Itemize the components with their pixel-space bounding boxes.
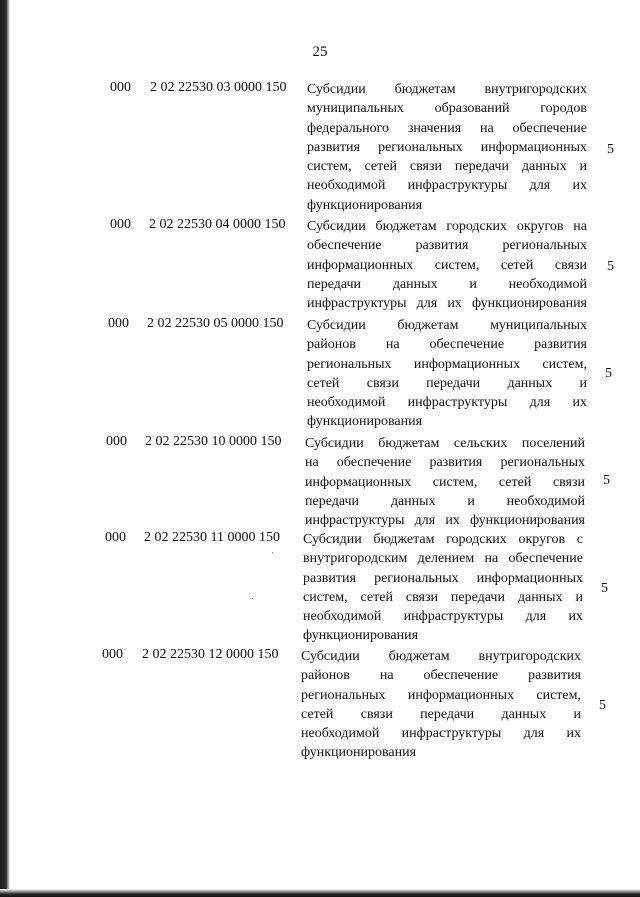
admin-code: 000 [110, 80, 131, 95]
description-line: Субсидии бюджетам городских округов с [303, 532, 583, 547]
description-line: региональных информационных систем, [307, 356, 587, 372]
description-line: развития региональных информационных [303, 570, 583, 586]
description-line: информационных систем, сетей связи [307, 257, 587, 273]
page-number: 25 [312, 44, 328, 60]
description-line: муниципальных образований городов [307, 101, 587, 117]
income-description [307, 80, 587, 215]
amount-value: 5 [607, 142, 614, 157]
description-line: передачи данных и необходимой [307, 276, 587, 292]
description-line: функционирования [307, 414, 423, 430]
income-description [307, 316, 587, 432]
description-line: Субсидии бюджетам сельских поселений [305, 436, 585, 451]
description-line: сетей связи передачи данных и [307, 375, 587, 391]
description-line: Субсидии бюджетам городских округов на [307, 219, 587, 234]
description-line: районов на обеспечение развития [301, 668, 581, 684]
scan-speck [272, 552, 273, 553]
description-line: развития региональных информационных [307, 139, 587, 155]
description-line: Субсидии бюджетам муниципальных [307, 318, 587, 333]
description-line: внутригородским делением на обеспечение [303, 551, 583, 567]
description-line: сетей связи передачи данных и [301, 706, 581, 722]
description-line: Субсидии бюджетам внутригородских [301, 649, 581, 664]
income-description [303, 530, 583, 646]
description-line: необходимой инфраструктуры для их [307, 395, 587, 411]
amount-value: 5 [601, 581, 608, 596]
description-line: функционирования [301, 745, 417, 761]
description-line: обеспечение развития региональных [307, 238, 587, 254]
description-line: необходимой инфраструктуры для их [301, 726, 581, 742]
budget-classification-code: 2 02 22530 10 0000 150 [145, 434, 282, 449]
description-line: федерального значения на обеспечение [307, 120, 587, 136]
admin-code: 000 [105, 530, 126, 545]
description-line: систем, сетей связи передачи данных и [303, 589, 583, 605]
description-line: необходимой инфраструктуры для их [307, 178, 587, 194]
scan-shadow-left [0, 0, 10, 897]
description-line: инфраструктуры для их функционирования [305, 513, 585, 529]
description-line: информационных систем, сетей связи [305, 474, 585, 490]
scan-shadow-bottom [0, 889, 640, 897]
income-description [307, 217, 587, 313]
description-line: региональных информационных систем, [301, 687, 581, 703]
admin-code: 000 [106, 434, 127, 449]
budget-classification-code: 2 02 22530 03 0000 150 [150, 80, 287, 95]
description-line: передачи данных и необходимой [305, 493, 585, 509]
amount-value: 5 [605, 366, 612, 381]
admin-code: 000 [108, 316, 129, 331]
description-line: на обеспечение развития региональных [305, 455, 585, 471]
amount-value: 5 [607, 259, 614, 274]
budget-classification-code: 2 02 22530 05 0000 150 [147, 316, 284, 331]
description-line: Субсидии бюджетам внутригородских [307, 82, 587, 97]
admin-code: 000 [110, 217, 131, 232]
budget-classification-code: 2 02 22530 04 0000 150 [149, 217, 286, 232]
description-line: функционирования [303, 628, 419, 644]
income-description [305, 434, 585, 530]
scan-speck [252, 598, 253, 599]
description-line: необходимой инфраструктуры для их [303, 609, 583, 625]
amount-value: 5 [599, 698, 606, 713]
description-line: районов на обеспечение развития [307, 337, 587, 353]
description-line: инфраструктуры для их функционирования [307, 296, 587, 312]
budget-classification-code: 2 02 22530 11 0000 150 [144, 530, 280, 545]
budget-classification-code: 2 02 22530 12 0000 150 [142, 647, 279, 662]
income-description [301, 647, 581, 763]
admin-code: 000 [102, 647, 123, 662]
amount-value: 5 [603, 473, 610, 488]
description-line: систем, сетей связи передачи данных и [307, 159, 587, 175]
description-line: функционирования [307, 197, 423, 213]
